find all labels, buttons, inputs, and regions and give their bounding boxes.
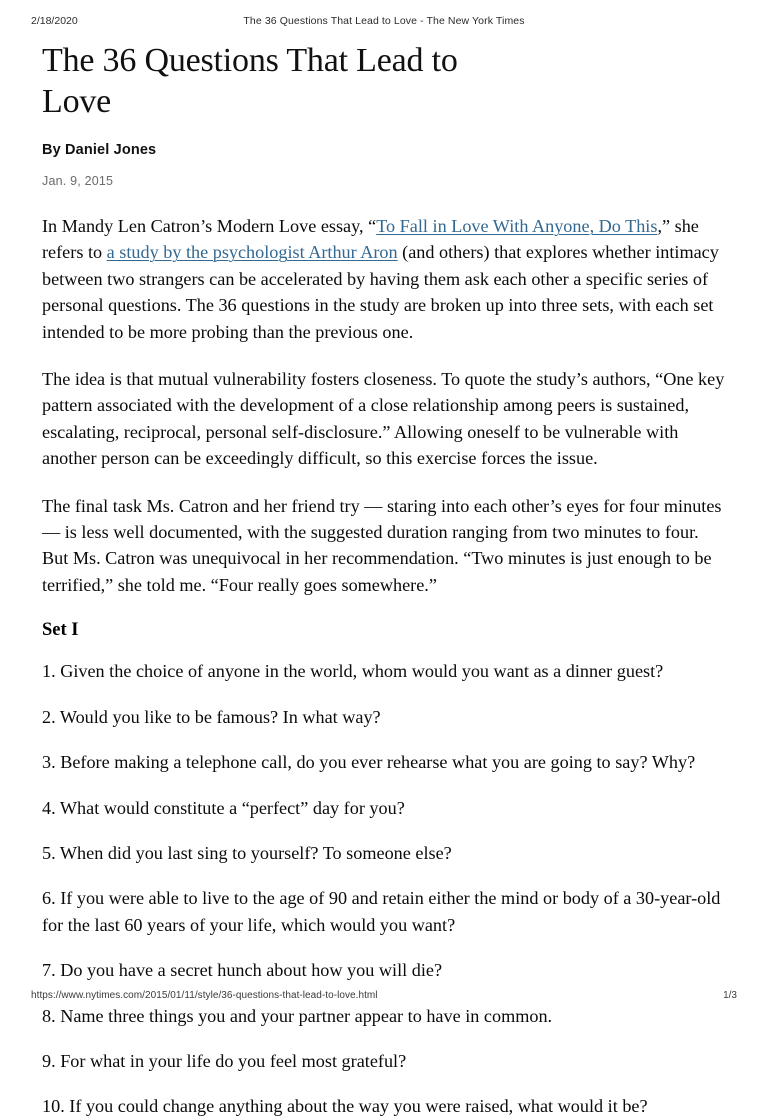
list-item: 7. Do you have a secret hunch about how you will die? — [42, 960, 443, 981]
body-paragraph-3: The final task Ms. Catron and her friend try — staring into each other’s eyes for four minutes — is less well documented, with the suggested duration ranging from two minutes to four. But Ms. Catron was unequivocal in her recommendation. “Two minutes is just enough to be terrified,” she told me. “Four really goes somewhere.” — [42, 495, 722, 595]
print-header-date: 2/18/2020 — [31, 15, 78, 27]
paragraph-1-text-after-link-2: (and others) that explores whether intimacy between two strangers can be accelerated by having them ask each other a specific series of personal questions. The 36 questions in the study are broken up into three sets, with each set intended to be more probing than the previous one. — [42, 242, 719, 342]
list-item: 4. What would constitute a “perfect” day for you? — [42, 797, 405, 818]
paragraph-1-text-between-links: ,” she refers to — [42, 216, 699, 263]
print-footer — [0, 990, 768, 1004]
body-paragraph-1 — [42, 213, 726, 345]
article-headline: The 36 Questions That Lead to Love — [42, 42, 458, 120]
list-item: 1. Given the choice of anyone in the world, whom would you want as a dinner guest? — [42, 661, 664, 682]
link-to-fall-in-love-with-anyone-do-this[interactable]: To Fall in Love With Anyone, Do This — [376, 216, 658, 236]
list-item: 8. Name three things you and your partner appear to have in common. — [42, 1005, 553, 1026]
list-item: 6. If you were able to live to the age of 90 and retain either the mind or body of a 30-year-old for the last 60 years of your life, which would you want? — [42, 888, 721, 935]
set-heading: Set I — [42, 620, 79, 641]
body-paragraph-2: The idea is that mutual vulnerability fosters closeness. To quote the study’s authors, “One key pattern associated with the development of a close relationship among peers is sustained, escalating, reciprocal, personal self-disclosure.” Allowing oneself to be vulnerable with another person can be exceedingly difficult, so this exercise forces the issue. — [42, 369, 725, 469]
article-publish-date: Jan. 9, 2015 — [42, 174, 114, 188]
print-footer-page-number: 1/3 — [723, 990, 737, 1001]
article-container — [42, 40, 726, 1120]
question-list — [42, 658, 726, 1119]
list-item: 10. If you could change anything about the way you were raised, what would it be? — [42, 1096, 648, 1117]
print-footer-url: https://www.nytimes.com/2015/01/11/style/36-questions-that-lead-to-love.html — [31, 990, 378, 1001]
paragraph-1-text-before-link-1: In Mandy Len Catron’s Modern Love essay, “ — [42, 216, 377, 236]
list-item: 3. Before making a telephone call, do you ever rehearse what you are going to say? Why? — [42, 752, 696, 773]
print-header — [0, 15, 768, 31]
list-item: 2. Would you like to be famous? In what way? — [42, 706, 381, 727]
article-body — [42, 213, 726, 1120]
link-study-by-psychologist-arthur-aron[interactable]: a study by the psychologist Arthur Aron — [106, 242, 398, 263]
print-header-document-title: The 36 Questions That Lead to Love - The New York Times — [243, 15, 525, 27]
article-byline: By Daniel Jones — [42, 142, 157, 158]
list-item: 5. When did you last sing to yourself? To someone else? — [42, 842, 452, 863]
list-item: 9. For what in your life do you feel most grateful? — [42, 1050, 407, 1071]
